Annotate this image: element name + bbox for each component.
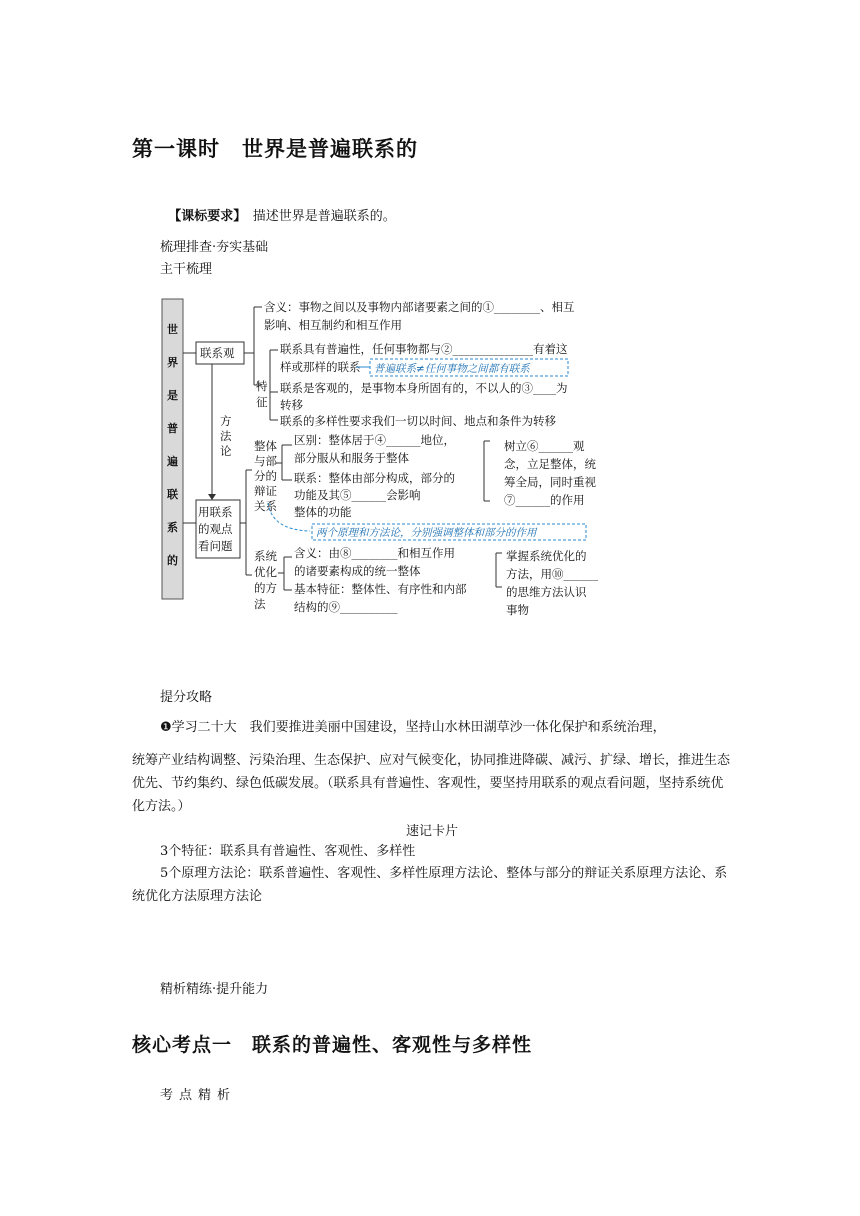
zhengti-label-line-4: 辩证	[254, 484, 277, 498]
xitong-label-line-3: 的方	[254, 581, 277, 595]
card-line-1: 3个特征：联系具有普遍性、客观性、多样性	[160, 844, 416, 859]
shuli-line-1: 树立⑥______观	[504, 439, 585, 453]
qubie-line-1: 区别：整体居于④______地位，	[294, 433, 455, 447]
zhengti-label-line-1: 整体	[254, 439, 277, 453]
tezheng-line-2: 征	[256, 395, 268, 409]
zhengti-label-line-5: 关系	[254, 499, 277, 513]
zhengti-label-line-2: 与部	[254, 454, 277, 468]
card-title: 速记卡片	[405, 824, 458, 839]
side-title-line-1: 世	[167, 323, 178, 336]
handwritten-note-1: 普遍联系≠任何事物之间都有联系	[374, 363, 530, 375]
tip-first-line	[160, 716, 760, 739]
lianxi-line-1: 联系：整体由部分构成，部分的	[294, 471, 455, 485]
side-title-line-5: 遍	[167, 455, 178, 468]
xt-jiben-line-1: 基本特征：整体性、有序性和内部	[294, 582, 467, 596]
xitong-label-line-2: 优化	[254, 565, 277, 579]
side-title-line-4: 普	[167, 422, 178, 435]
requirement-label: 【课标要求】	[168, 209, 240, 224]
zhangwo-line-3: 的思维方法认识	[506, 585, 587, 599]
tip-text-first: 我们要推进美丽中国建设，坚持山水林田湖草沙一体化保护和系统治理，	[249, 720, 666, 735]
fangfalun-line-2: 法	[220, 429, 232, 443]
tip-text-rest: 统筹产业结构调整、污染治理、生态保护、应对气候变化，协同推进降碳、减污、扩绿、增长，推进生态优先、节约集约、绿色低碳发展。（联系具有普遍性、客观性，要坚持用联系的观点看问题，坚持系统优化方法。）	[132, 753, 731, 814]
box-yong-line-3: 看问题	[198, 539, 233, 553]
hanyi-line-2: 影响、相互制约和相互作用	[264, 318, 402, 332]
card-line-2: 5个原理方法论：联系普遍性、客观性、多样性原理方法论、整体与部分的辩证关系原理方法论、系统优化方法原理方法论	[132, 866, 728, 904]
side-title-line-3: 是	[167, 389, 178, 402]
zhangwo-line-4: 事物	[506, 603, 529, 617]
shuli-line-2: 念，立足整体，统	[504, 457, 596, 471]
qubie-line-2: 部分服从和服务于整体	[294, 451, 409, 465]
mind-map-diagram	[160, 295, 620, 620]
xt-hanyi-line-2: 的诸要素构成的统一整体	[294, 564, 421, 578]
fangfalun-line-3: 论	[220, 444, 232, 458]
tezheng-line-1: 特	[256, 379, 268, 393]
feature2-line-1: 联系是客观的，是事物本身所固有的，不以人的③____为	[280, 381, 568, 395]
section-heading-practice: 精析精练·提升能力	[160, 982, 269, 997]
section-heading-review: 梳理排查·夯实基础	[160, 240, 269, 255]
side-title-line-2: 界	[167, 356, 178, 369]
side-title-line-8: 的	[167, 554, 178, 567]
zhangwo-line-1: 掌握系统优化的	[506, 549, 587, 563]
hanyi-line-1: 含义：事物之间以及事物内部诸要素之间的①________、相互	[264, 300, 575, 314]
xitong-label-line-4: 法	[254, 597, 266, 611]
analysis-label: 考点精析	[160, 1088, 237, 1103]
requirement-text: 描述世界是普遍联系的。	[252, 209, 396, 224]
xitong-label-line-1: 系统	[254, 549, 277, 563]
fangfalun-line-1: 方	[220, 414, 232, 428]
zhengti-label-line-3: 分的	[254, 469, 277, 483]
lesson-title: 第一课时 世界是普遍联系的	[132, 136, 418, 161]
zhangwo-line-2: 方法，用⑩______	[506, 567, 598, 581]
course-requirement	[160, 190, 396, 224]
tips-heading: 提分攻略	[160, 690, 213, 705]
feature3-text: 联系的多样性要求我们一切以时间、地点和条件为转移	[280, 414, 556, 428]
shuli-line-4: ⑦______的作用	[504, 493, 585, 507]
subsection-heading-main: 主干梳理	[160, 262, 213, 277]
box-yong-line-2: 的观点	[198, 522, 233, 536]
tip-badge: ❶学习二十大	[160, 720, 237, 735]
box-yong-line-1: 用联系	[198, 505, 233, 519]
feature2-line-2: 转移	[280, 398, 303, 412]
handwritten-note-2: 两个原理和方法论，分别强调整体和部分的作用	[316, 527, 537, 539]
xt-jiben-line-2: 结构的⑨__________	[294, 600, 398, 614]
box-lianxiguan-text: 联系观	[200, 346, 235, 360]
side-title-line-6: 联	[167, 488, 178, 501]
side-title-line-7: 系	[167, 521, 178, 534]
core-topic-title: 核心考点一 联系的普遍性、客观性与多样性	[132, 1034, 533, 1056]
lianxi-line-3: 整体的功能	[294, 505, 352, 519]
xt-hanyi-line-1: 含义：由⑧________和相互作用	[294, 546, 455, 560]
feature1-line-1: 联系具有普遍性，任何事物都与②______________有着这	[280, 342, 568, 356]
lianxi-line-2: 功能及其⑤______会影响	[294, 488, 421, 502]
shuli-line-3: 筹全局，同时重视	[504, 475, 596, 489]
feature1-line-2: 样或那样的联系	[280, 360, 361, 374]
